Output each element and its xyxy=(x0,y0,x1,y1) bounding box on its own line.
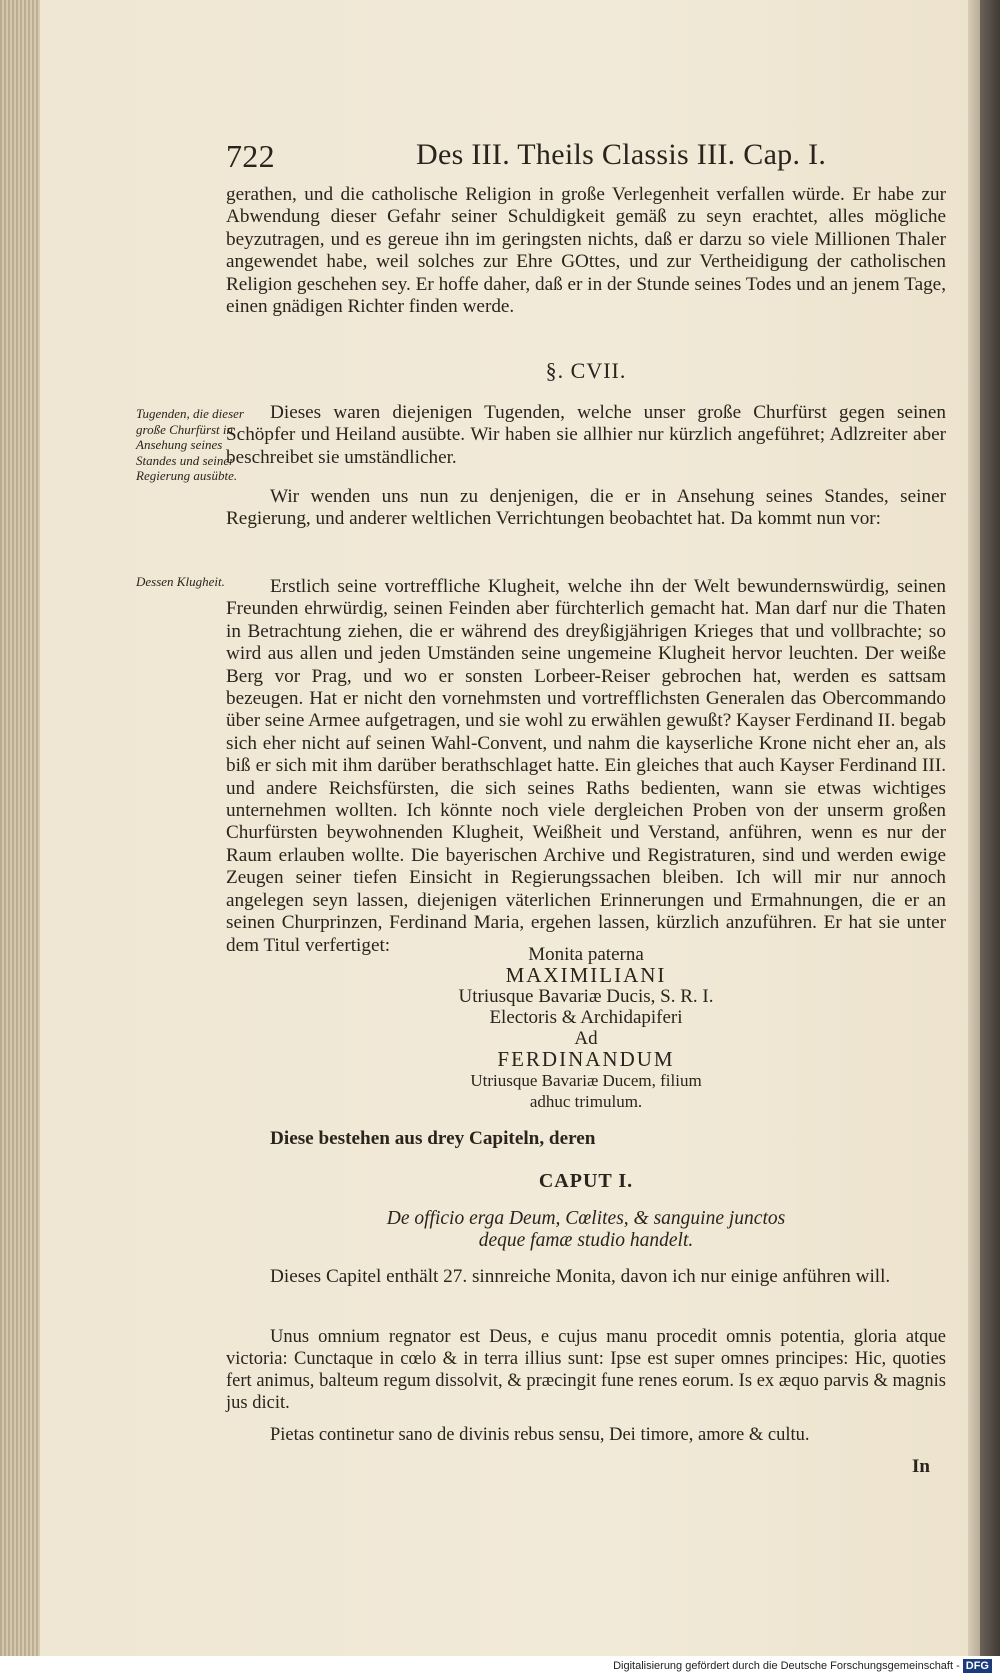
paragraph-text: Diese bestehen aus drey Capiteln, deren xyxy=(270,1128,596,1149)
title-line: MAXIMILIANI xyxy=(505,963,667,987)
paragraph-prudence xyxy=(226,576,946,957)
catchword: In xyxy=(912,1456,930,1477)
latin-paragraph-2 xyxy=(226,1424,946,1446)
latin-paragraph-1 xyxy=(226,1326,946,1414)
page-edges xyxy=(0,0,40,1660)
chapters-intro xyxy=(226,1128,946,1150)
monita-intro xyxy=(226,1266,946,1288)
marginal-note-virtues: Tugenden, die dieser große Churfürst in Ansehung seines Standes und seiner Regierung ausübte. xyxy=(136,406,244,483)
title-line: Electoris & Archidapiferi xyxy=(489,1007,683,1028)
book-page xyxy=(40,0,966,1660)
caput-heading: CAPUT I. xyxy=(538,1170,634,1192)
marginal-note-prudence: Dessen Klugheit. xyxy=(136,574,225,589)
top-paragraph xyxy=(226,184,946,318)
monita-title-block xyxy=(226,944,946,1112)
paragraph-text: Wir wenden uns nun zu denjenigen, die er in Ansehung seines Standes, seiner Regierung, und anderer weltlichen Verrichtungen beobachtet hat. Da kommt nun vor: xyxy=(226,486,946,530)
page-number: 722 xyxy=(226,138,275,174)
page-header xyxy=(226,138,946,182)
title-line: Utriusque Bavariæ Ducis, S. R. I. xyxy=(458,986,714,1007)
section-heading: §. CVII. xyxy=(545,358,627,383)
title-line: adhuc trimulum. xyxy=(529,1092,643,1111)
title-line: FERDINANDUM xyxy=(497,1047,675,1071)
caput-desc-line: De officio erga Deum, Cœlites, & sanguine junctos xyxy=(386,1208,786,1229)
latin-text: Pietas continetur sano de divinis rebus sensu, Dei timore, amore & cultu. xyxy=(270,1425,810,1445)
dfg-logo: DFG xyxy=(963,1659,992,1673)
title-line: Utriusque Bavariæ Ducem, filium xyxy=(470,1071,702,1090)
paragraph-estate xyxy=(226,486,946,531)
footer-credit: Digitalisierung gefördert durch die Deutsche Forschungsgemeinschaft - xyxy=(613,1660,960,1672)
running-title: Des III. Theils Classis III. Cap. I. xyxy=(416,138,827,171)
caput-desc-line: deque famæ studio handelt. xyxy=(478,1230,694,1251)
latin-text: Unus omnium regnator est Deus, e cujus manu procedit omnis potentia, gloria atque victoria: Cunctaque in cœlo & in terra illius sunt: Ipse est super omnes principes: Hic, quoties fert animus, balteum regum dissolvit, & præcingit fune renes eorum. Is ex æquo parvis & magnis jus dicit. xyxy=(226,1327,946,1413)
title-line: Monita paterna xyxy=(528,944,644,965)
book-fore-edge xyxy=(968,0,980,1660)
book-spine xyxy=(980,0,1000,1660)
digitization-footer xyxy=(0,1656,1000,1676)
paragraph-text: Dieses Capitel enthält 27. sinnreiche Monita, davon ich nur einige anführen will. xyxy=(270,1266,891,1287)
paragraph-text: Dieses waren diejenigen Tugenden, welche unser große Churfürst gegen seinen Schöpfer und Heiland ausübte. Wir haben sie allhier nur kürzlich angeführet; Adlzreiter aber beschreibet sie umständlicher. xyxy=(226,402,946,468)
paragraph-text: gerathen, und die catholische Religion in große Verlegenheit verfallen würde. Er habe zur Abwendung dieser Gefahr seiner Schuldigkeit gemäß zu seyn erachtet, alles mögliche beyzutragen, und es gereue ihn im geringsten nichts, daß er darzu so viele Millionen Thaler angewendet habe, weil solches zur Ehre GOttes, und zur Vertheidigung der catholischen Religion geschehen sey. Er hoffe daher, daß er in der Stunde seines Todes und an jenem Tage, einen gnädigen Richter finden werde. xyxy=(226,184,946,318)
caput-description xyxy=(226,1208,946,1252)
paragraph-virtues xyxy=(226,402,946,469)
paragraph-text: Erstlich seine vortreffliche Klugheit, welche ihn der Welt bewundernswürdig, seinen Freunden ehrwürdig, seinen Feinden aber fürchterlich gemacht hat. Man darf nur die Thaten in Betrachtung ziehen, die er während des dreyßigjährigen Krieges that und vollbrachte; so wird aus allen und jeden Umständen seine ungemeine Klugheit hervor leuchten. Der weiße Berg vor Prag, und wo er sonsten Lorbeer-Reiser gebrochen hat, werden es sattsam bezeugen. Hat er nicht den vornehmsten und vortrefflichsten Generalen das Obercommando über seine Armee aufgetragen, und sie wohl zu erwählen gewußt? Kayser Ferdinand II. begab sich eher nicht auf seinen Wahl-Convent, und nahm die kayserliche Krone nicht eher an, als biß er sich mit ihm darüber berathschlaget hatte. Ein gleiches that auch Kayser Ferdinand III. und andere Reichsfürsten, die sich seines Raths bedienten, wann sie etwas wichtiges unternehmen wollten. Ich könnte noch viele dergleichen Proben von der unserm großen Churfürsten beywohnenden Klugheit, Weißheit und Verstand, anführen, wenn es nur der Raum erlauben wollte. Die bayerischen Archive und Registraturen, sind und werden ewige Zeugen seiner tiefen Einsicht in Regierungssachen bleiben. Ich will mir nur annoch angelegen seyn lassen, diejenigen väterlichen Erinnerungen und Ermahnungen, die er an seinen Churprinzen, Ferdinand Maria, ergehen lassen, kürzlich anzuführen. Er hat sie unter dem Titul verfertiget: xyxy=(226,576,946,956)
title-line: Ad xyxy=(574,1028,598,1049)
